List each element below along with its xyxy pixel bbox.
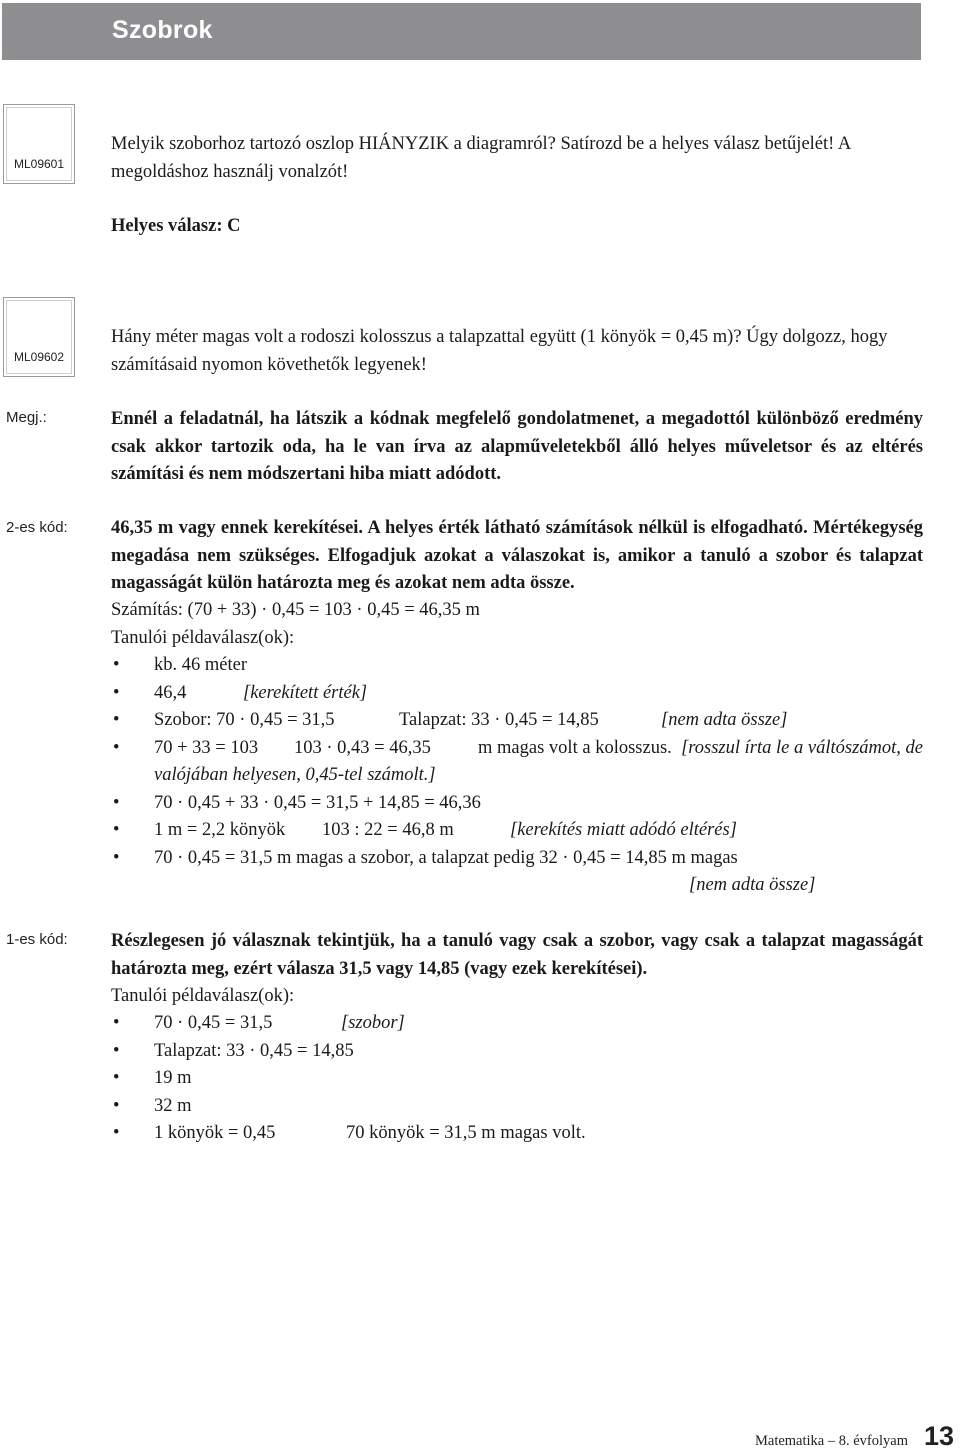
header-bar: [2, 3, 921, 60]
example-text: Talapzat: 33 · 0,45 = 14,85: [154, 1040, 354, 1061]
example-text: 46,4: [154, 682, 187, 703]
code-1-examples: [111, 1010, 923, 1148]
list-item: [111, 1093, 923, 1121]
list-item: [111, 735, 923, 790]
example-text: 1 könyök = 0,45: [154, 1123, 276, 1143]
task-code: ML09601: [13, 157, 65, 171]
example-text: 1 m = 2,2 könyök: [154, 820, 286, 840]
page-title: Szobrok: [112, 16, 213, 44]
code-2-examples: [111, 652, 923, 900]
example-text: 103 : 22 = 46,8 m: [322, 820, 454, 840]
example-text: 70 könyök = 31,5 m magas volt.: [346, 1123, 586, 1143]
example-note: [nem adta össze]: [689, 875, 816, 895]
task-question: Melyik szoborhoz tartozó oszlop HIÁNYZIK a diagramról? Satírozd be a helyes válasz betűjelét! A megoldáshoz használj vonalzót!: [111, 134, 851, 182]
example-note: [kerekített érték]: [243, 682, 368, 703]
examples-label: Tanulói példaválasz(ok):: [111, 986, 295, 1006]
list-item: [111, 652, 923, 680]
footer-text: Matematika – 8. évfolyam: [754, 1433, 908, 1449]
task-question: Hány méter magas volt a rodoszi kolosszus a talapzattal együtt (1 könyök = 0,45 m)? Úgy dolgozz, hogy számításaid nyomon követhetők legyenek!: [111, 327, 888, 375]
code-2-calculation: Számítás: (70 + 33) · 0,45 = 103 · 0,45 = 46,35 m: [111, 600, 480, 620]
example-text: 70 + 33 = 103: [154, 737, 259, 758]
note-label: Megj.:: [6, 409, 47, 426]
example-text: 103 · 0,43 = 46,35: [294, 737, 431, 758]
task-code-box: [3, 297, 75, 377]
example-text: 32 m: [154, 1095, 192, 1116]
code-2-description: 46,35 m vagy ennek kerekítései. A helyes érték látható számítások nélkül is elfogadható. Mértékegység megadása nem szükséges. Elfogadjuk azokat a válaszokat is, amikor a tanuló a szobor és talapzat magasságát külön határozta meg és azokat nem adta össze.: [111, 518, 923, 593]
example-text: Szobor: 70 · 0,45 = 31,5: [154, 710, 335, 730]
code-1-label: 1-es kód:: [6, 931, 68, 948]
list-item: [111, 845, 923, 900]
task-code-box: [3, 104, 75, 184]
list-item: [111, 1038, 923, 1066]
list-item: [111, 790, 923, 818]
examples-label: Tanulói példaválasz(ok):: [111, 628, 295, 648]
code-1-description: Részlegesen jó válasznak tekintjük, ha a tanuló vagy csak a szobor, vagy csak a talapzat magasságát határozta meg, ezért válasza 31,5 vagy 14,85 (vagy ezek kerekítései).: [111, 931, 923, 979]
list-item: [111, 1120, 923, 1148]
example-text: 70 · 0,45 = 31,5 m magas a szobor, a talapzat pedig 32 · 0,45 = 14,85 m magas: [154, 847, 738, 868]
list-item: [111, 1010, 923, 1038]
code-2-label: 2-es kód:: [6, 519, 68, 536]
task-code: ML09602: [13, 350, 65, 364]
example-text: m magas volt a kolosszus.: [478, 737, 672, 758]
list-item: [111, 1065, 923, 1093]
example-note: [szobor]: [341, 1013, 405, 1033]
list-item: [111, 707, 923, 735]
list-item: [111, 680, 923, 708]
example-text: Talapzat: 33 · 0,45 = 14,85: [399, 710, 599, 730]
list-item: [111, 817, 923, 845]
example-note: [kerekítés miatt adódó eltérés]: [510, 820, 737, 840]
note-text: Ennél a feladatnál, ha látszik a kódnak megfelelő gondolatmenet, a megadottól különböző eredmény csak akkor tartozik oda, ha le van írva az alapműveletekből álló helyes műveletsor és az eltérés számítási és nem módszertani hiba miatt adódott.: [111, 409, 923, 484]
correct-answer: Helyes válasz: C: [111, 216, 241, 236]
example-text: 19 m: [154, 1068, 192, 1088]
page-number: 13: [923, 1421, 954, 1451]
example-note: [nem adta össze]: [661, 710, 788, 730]
example-text: 70 · 0,45 + 33 · 0,45 = 31,5 + 14,85 = 46,36: [154, 792, 481, 813]
example-text: kb. 46 méter: [154, 655, 247, 675]
example-text: 70 · 0,45 = 31,5: [154, 1013, 273, 1033]
example-note: [rosszul írta le a váltószámot, de valójában helyesen, 0,45-tel számolt.]: [154, 737, 924, 785]
